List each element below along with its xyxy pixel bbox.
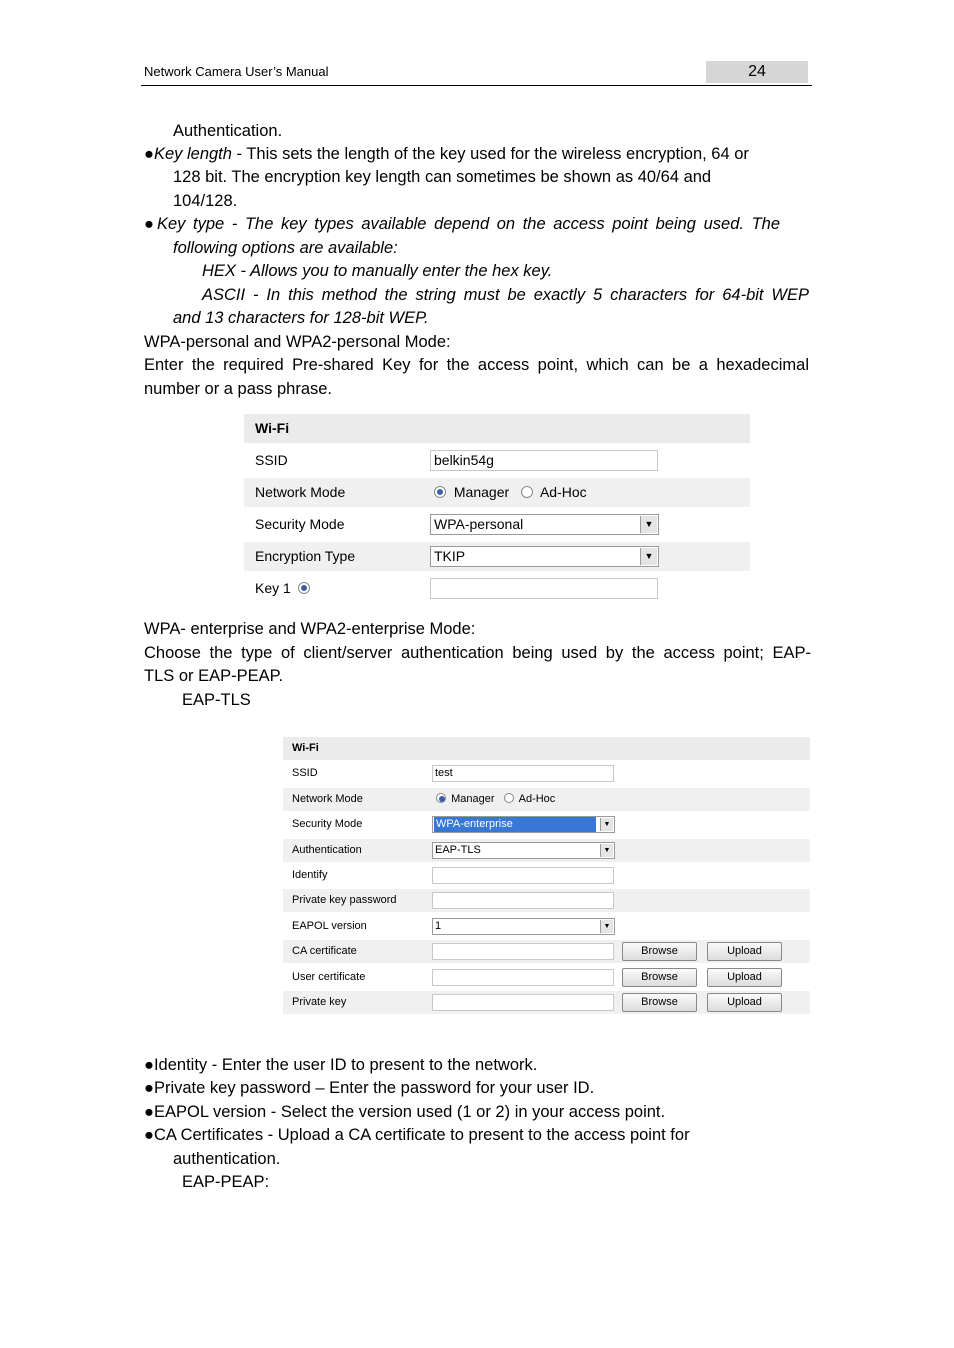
key-length-desc: - This sets the length of the key used for the wireless encryption, 64 or: [231, 145, 749, 163]
authentication-select[interactable]: [432, 842, 615, 859]
network-mode-row: [283, 788, 810, 811]
encryption-type-row: [244, 542, 750, 571]
page-number-box: [706, 61, 808, 83]
header-title: Network Camera User’s Manual: [144, 64, 329, 79]
key1-label: Key 1: [255, 580, 310, 596]
chevron-down-icon[interactable]: ▼: [600, 920, 613, 933]
key1-input[interactable]: [430, 578, 658, 599]
bullet-ca-certificates: ●CA Certificates - Upload a CA certificate to present to the access point for: [144, 1126, 690, 1144]
key1-radio[interactable]: [298, 582, 310, 594]
security-mode-row: [283, 813, 810, 836]
authentication-label: Authentication: [292, 843, 362, 856]
adhoc-label: Ad-Hoc: [539, 484, 587, 500]
wpa-enterprise-title: WPA- enterprise and WPA2-enterprise Mode:: [144, 620, 476, 638]
ca-browse-button[interactable]: Browse: [622, 942, 697, 961]
ssid-input[interactable]: test: [432, 765, 614, 782]
auth-tail: Authentication.: [173, 122, 283, 140]
network-mode-label: Network Mode: [255, 484, 346, 500]
ssid-label: SSID: [292, 767, 318, 780]
identify-row: [283, 864, 810, 887]
private-key-password-input[interactable]: [432, 892, 614, 909]
bullet-key-type: [144, 213, 780, 236]
bullet: ●: [144, 215, 157, 233]
chevron-down-icon[interactable]: ▼: [640, 516, 657, 533]
ssid-row: [283, 762, 810, 785]
eapol-version-row: [283, 915, 810, 938]
security-mode-value: WPA-enterprise: [434, 817, 596, 832]
private-key-upload-button[interactable]: Upload: [707, 993, 782, 1012]
eapol-version-select[interactable]: [432, 918, 615, 935]
panel-title: Wi-Fi: [244, 414, 750, 443]
encryption-type-label: Encryption Type: [255, 548, 356, 564]
manager-label: Manager: [453, 484, 510, 500]
ssid-row: [244, 446, 750, 475]
wifi-panel-enterprise: [283, 737, 810, 1014]
adhoc-radio[interactable]: [521, 486, 533, 498]
wpa-personal-line1: Enter the required Pre-shared Key for the access point, which can be a hexadecimal: [144, 356, 809, 374]
bullet: ●: [144, 1103, 154, 1121]
authentication-value: EAP-TLS: [435, 843, 481, 856]
identify-input[interactable]: [432, 867, 614, 884]
user-certificate-label: User certificate: [292, 970, 366, 983]
security-mode-row: [244, 510, 750, 539]
wpa-personal-line2: number or a pass phrase.: [144, 380, 333, 398]
key-length-line3: 104/128.: [173, 192, 238, 210]
ca-certificate-input[interactable]: [432, 943, 614, 960]
security-mode-label: Security Mode: [292, 818, 363, 831]
encryption-type-value: TKIP: [434, 548, 466, 564]
user-certificate-input[interactable]: [432, 969, 614, 986]
key1-row: [244, 574, 750, 603]
chevron-down-icon[interactable]: ▼: [600, 844, 613, 857]
security-mode-select[interactable]: [430, 514, 659, 535]
wifi-panel-personal: [244, 414, 750, 603]
key-length-line2: 128 bit. The encryption key length can sometimes be shown as 40/64 and: [173, 168, 712, 186]
manager-radio[interactable]: [436, 793, 446, 803]
user-cert-upload-button[interactable]: Upload: [707, 968, 782, 987]
ascii-line1: ASCII - In this method the string must be exactly 5 characters for 64-bit WEP: [202, 286, 809, 304]
bullet: ●: [144, 1126, 154, 1144]
eap-tls-heading: EAP-TLS: [182, 691, 251, 709]
security-mode-value: WPA-personal: [434, 516, 524, 532]
security-mode-label: Security Mode: [255, 516, 345, 532]
ca-certificate-label: CA certificate: [292, 945, 357, 958]
private-key-label: Private key: [292, 995, 347, 1008]
authentication-row: [283, 839, 810, 862]
key-type-line2: following options are available:: [173, 239, 398, 257]
wpa-enterprise-line1: Choose the type of client/server authentication being used by the access point; EAP-: [144, 644, 811, 662]
private-key-row: [283, 991, 810, 1014]
network-mode-radios: [436, 793, 555, 805]
page-number: 24: [748, 63, 766, 80]
security-mode-select[interactable]: [432, 816, 615, 833]
identify-label: Identify: [292, 868, 328, 881]
ca-line2: authentication.: [173, 1150, 281, 1168]
bullet-identity: ●Identity - Enter the user ID to present to the network.: [144, 1056, 538, 1074]
ca-upload-button[interactable]: Upload: [707, 942, 782, 961]
bullet-eapol: ●EAPOL version - Select the version used (1 or 2) in your access point.: [144, 1103, 666, 1121]
eap-peap-heading: EAP-PEAP:: [182, 1173, 270, 1191]
private-key-input[interactable]: [432, 994, 614, 1011]
ssid-label: SSID: [255, 452, 288, 468]
key-type-line1: Key type - The key types available depend on the access point being used. The: [157, 215, 780, 233]
manager-radio[interactable]: [434, 486, 446, 498]
user-certificate-row: [283, 966, 810, 989]
key-length-term: Key length: [153, 145, 232, 163]
adhoc-radio[interactable]: [504, 793, 514, 803]
ascii-line2: and 13 characters for 128-bit WEP.: [173, 309, 429, 327]
eapol-version-value: 1: [435, 919, 442, 932]
encryption-type-select[interactable]: [430, 546, 659, 567]
manager-label: Manager: [451, 792, 495, 805]
bullet: ●: [144, 1056, 154, 1074]
chevron-down-icon[interactable]: ▼: [600, 818, 613, 831]
bullet: ●: [144, 145, 154, 163]
hex-option: HEX - Allows you to manually enter the hex key.: [202, 262, 553, 280]
network-mode-row: [244, 478, 750, 507]
bullet-private-key-password: ●Private key password – Enter the password for your user ID.: [144, 1079, 595, 1097]
private-key-browse-button[interactable]: Browse: [622, 993, 697, 1012]
header-rule: [141, 85, 812, 86]
network-mode-label: Network Mode: [292, 792, 363, 805]
bullet: ●: [144, 1079, 154, 1097]
panel-title: Wi-Fi: [283, 737, 810, 760]
network-mode-radios: [434, 484, 587, 500]
adhoc-label: Ad-Hoc: [518, 792, 556, 805]
ssid-input[interactable]: belkin54g: [430, 450, 658, 471]
ca-certificate-row: [283, 940, 810, 963]
eapol-version-label: EAPOL version: [292, 919, 367, 932]
wpa-enterprise-line2: TLS or EAP-PEAP.: [144, 667, 284, 685]
private-key-password-row: [283, 889, 810, 912]
wpa-personal-title: WPA-personal and WPA2-personal Mode:: [144, 333, 451, 351]
private-key-password-label: Private key password: [292, 894, 397, 907]
bullet-key-length: [144, 143, 749, 166]
chevron-down-icon[interactable]: ▼: [640, 548, 657, 565]
user-cert-browse-button[interactable]: Browse: [622, 968, 697, 987]
